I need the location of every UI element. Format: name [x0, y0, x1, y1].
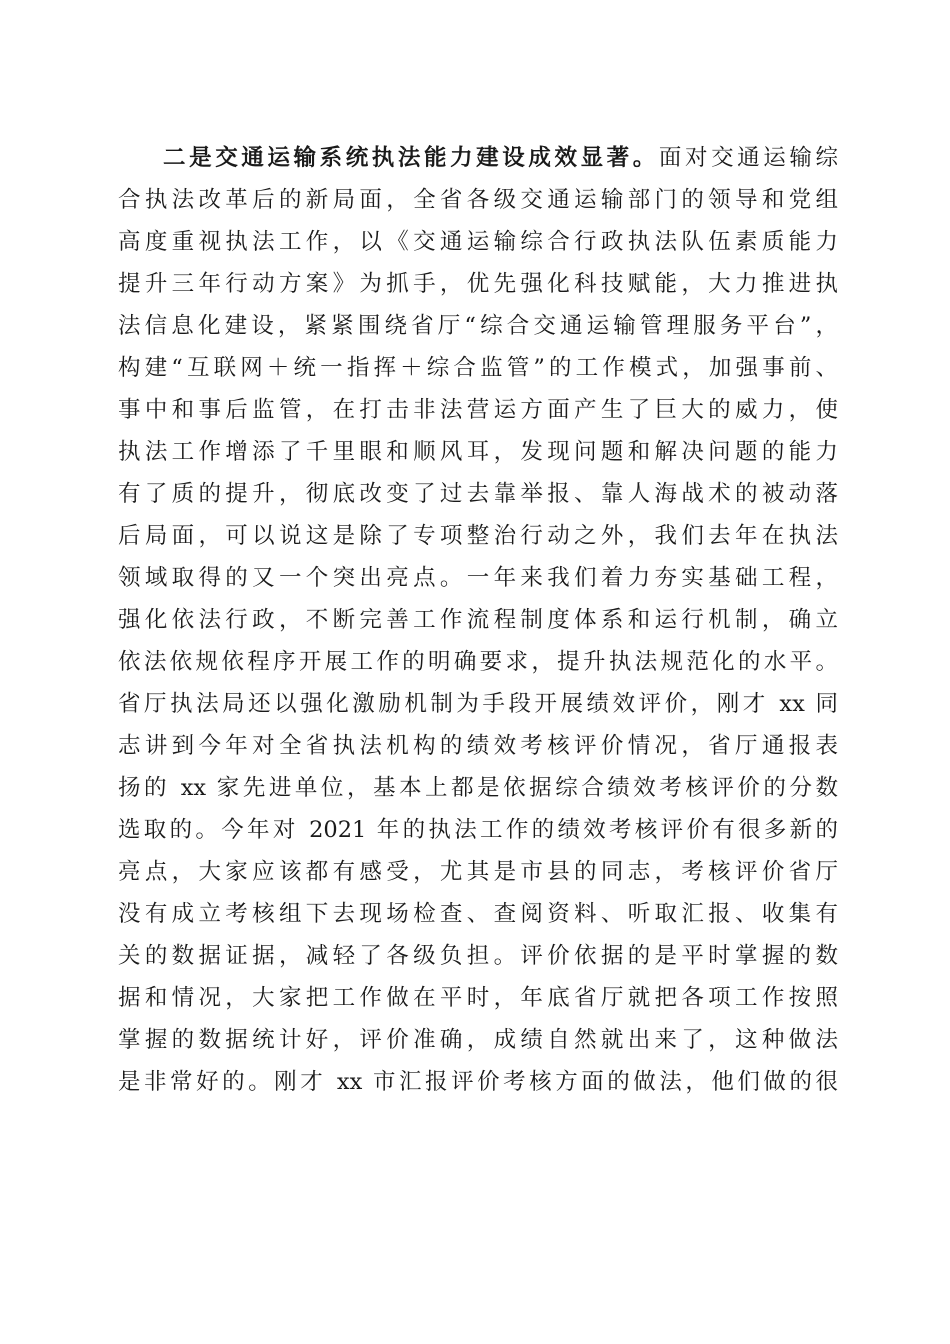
- paragraph-line: 选取的。今年对 2021 年的执法工作的绩效考核评价有很多新的: [118, 817, 838, 843]
- paragraph-line: 事中和事后监管，在打击非法营运方面产生了巨大的威力，使: [118, 397, 838, 423]
- paragraph-line: 亮点，大家应该都有感受，尤其是市县的同志，考核评价省厅: [118, 859, 838, 885]
- paragraph-line: 领域取得的又一个突出亮点。一年来我们着力夯实基础工程，: [118, 565, 838, 591]
- paragraph-line: 据和情况，大家把工作做在平时，年底省厅就把各项工作按照: [118, 985, 838, 1011]
- paragraph-line: 关的数据证据，减轻了各级负担。评价依据的是平时掌握的数: [118, 943, 838, 969]
- paragraph-line: 没有成立考核组下去现场检查、查阅资料、听取汇报、收集有: [118, 901, 838, 927]
- paragraph-lead-heading: 二是交通运输系统执法能力建设成效显著。: [163, 145, 659, 171]
- paragraph-line: 构建“互联网＋统一指挥＋综合监管”的工作模式，加强事前、: [118, 355, 838, 381]
- paragraph-line-1-rest: 面对交通运输综: [658, 145, 838, 171]
- paragraph-line: 有了质的提升，彻底改变了过去靠举报、靠人海战术的被动落: [118, 481, 838, 507]
- paragraph-line: 法信息化建设，紧紧围绕省厅“综合交通运输管理服务平台”，: [118, 313, 838, 339]
- paragraph-line: 志讲到今年对全省执法机构的绩效考核评价情况，省厅通报表: [118, 733, 838, 759]
- paragraph-line-1: [118, 137, 838, 179]
- paragraph-line: 扬的 xx 家先进单位，基本上都是依据综合绩效考核评价的分数: [118, 775, 838, 801]
- paragraph-line: 掌握的数据统计好，评价准确，成绩自然就出来了，这种做法: [118, 1027, 838, 1053]
- paragraph-line: 合执法改革后的新局面，全省各级交通运输部门的领导和党组: [118, 187, 838, 213]
- paragraph-line: 强化依法行政，不断完善工作流程制度体系和运行机制，确立: [118, 607, 838, 633]
- paragraph-line: 后局面，可以说这是除了专项整治行动之外，我们去年在执法: [118, 523, 838, 549]
- body-paragraph: [118, 137, 838, 1103]
- paragraph-line: 执法工作增添了千里眼和顺风耳，发现问题和解决问题的能力: [118, 439, 838, 465]
- paragraph-line: 是非常好的。刚才 xx 市汇报评价考核方面的做法，他们做的很: [118, 1069, 838, 1095]
- paragraph-line: 依法依规依程序开展工作的明确要求，提升执法规范化的水平。: [118, 649, 838, 675]
- paragraph-line: 省厅执法局还以强化激励机制为手段开展绩效评价，刚才 xx 同: [118, 691, 838, 717]
- paragraph-line: 高度重视执法工作，以《交通运输综合行政执法队伍素质能力: [118, 229, 838, 255]
- paragraph-line: 提升三年行动方案》为抓手，优先强化科技赋能，大力推进执: [118, 271, 838, 297]
